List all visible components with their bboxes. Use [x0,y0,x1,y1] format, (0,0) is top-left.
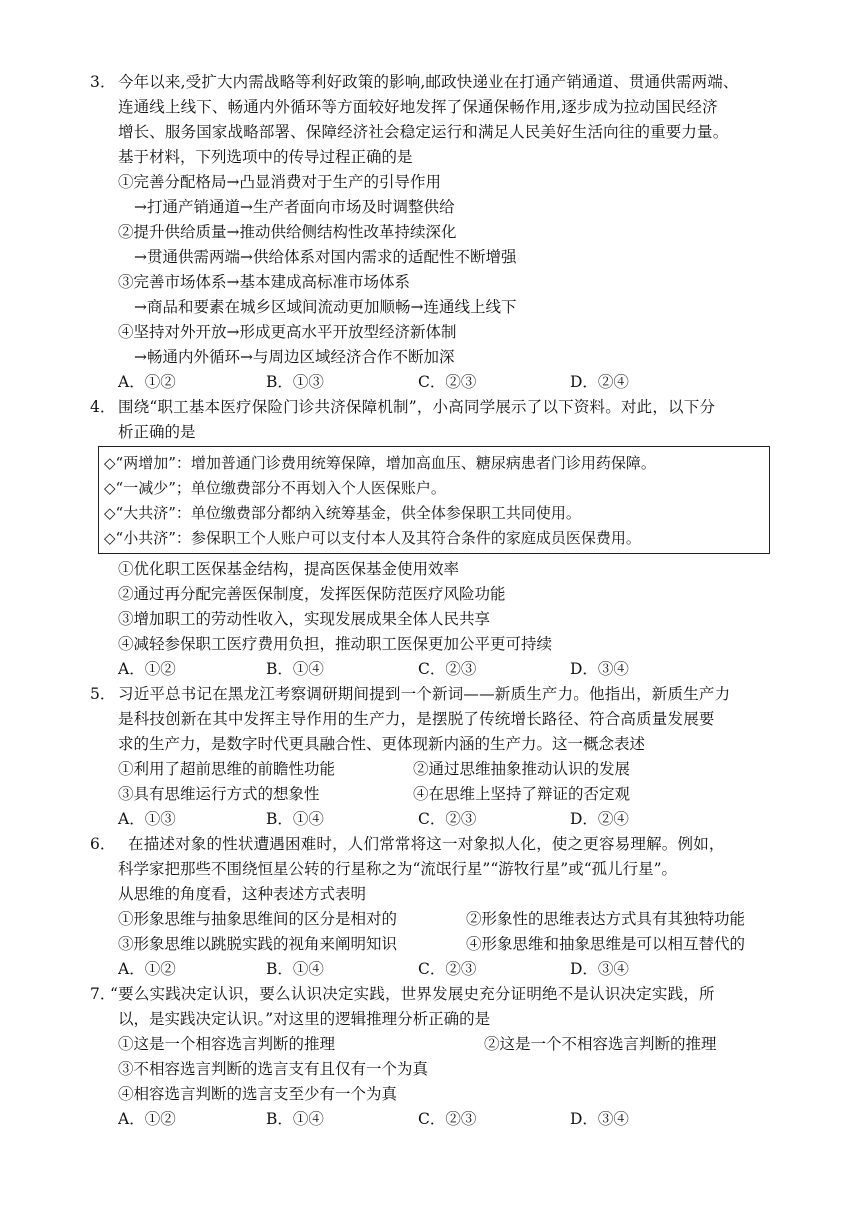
q5-item: ③具有思维运行方式的想象性 [118,785,320,803]
q3-stem-line: 连通线上线下、畅通内外循环等方面较好地发挥了保通保畅作用,逐步成为拉动国民经济 [118,98,718,116]
q7-option-b: B．①④ [266,1110,324,1128]
q4-box-line: ◇“大共济”：单位缴费部分都纳入统筹基金，供全体参保职工共同使用。 [104,504,581,522]
q6-option-c: C．②③ [418,960,477,978]
q4-option-b: B．①④ [266,660,324,678]
q4-item: ③增加职工的劳动性收入，实现发展成果全体人民共享 [118,610,491,628]
q3-item-cont: →打通产销通道→生产者面向市场及时调整供给 [134,198,455,216]
q3-option-c: C．②③ [418,373,477,391]
q6-option-b: B．①④ [266,960,324,978]
q7-option-c: C．②③ [418,1110,477,1128]
q5-item: ②通过思维抽象推动认识的发展 [413,760,631,778]
q7-item: ①这是一个相容选言判断的推理 [118,1035,336,1053]
q4-item: ④减轻参保职工医疗费用负担，推动职工医保更加公平更可持续 [118,635,553,653]
q5-option-a: A．①③ [118,810,176,828]
q7-option-a: A．①② [118,1110,176,1128]
q6-stem-line: 科学家把那些不围绕恒星公转的行星称之为“流氓行星”“游牧行星”或“孤儿行星”。 [118,860,678,878]
q7-item: ③不相容选言判断的选言支有且仅有一个为真 [118,1060,429,1078]
q6-stem-line: 在描述对象的性状遭遇困难时，人们常常将这一对象拟人化，使之更容易理解。例如， [128,835,725,853]
q3-item-cont: →商品和要素在城乡区域间流动更加顺畅→连通线上线下 [134,298,517,316]
q7-option-d: D．③④ [570,1110,629,1128]
q7-number: 7． [90,985,116,1003]
q3-stem-line: 增长、服务国家战略部署、保障经济社会稳定运行和满足人民美好生活向往的重要力量。 [118,123,729,141]
q3-item-cont: →贯通供需两端→供给体系对国内需求的适配性不断增强 [134,248,517,266]
q5-stem-line: 是科技创新在其中发挥主导作用的生产力，是摆脱了传统增长路径、符合高质量发展要 [118,710,715,728]
q6-number: 6． [90,835,116,853]
q6-item: ①形象思维与抽象思维间的区分是相对的 [118,910,398,928]
q7-stem-line: 以，是实践决定认识。”对这里的逻辑推理分析正确的是 [118,1010,491,1028]
q3-stem-line: 基于材料，下列选项中的传导过程正确的是 [118,148,413,166]
q4-box-line: ◇“小共济”：参保职工个人账户可以支付本人及其符合条件的家庭成员医保费用。 [104,529,641,547]
q3-option-a: A．①② [118,373,176,391]
q6-item: ④形象思维和抽象思维是可以相互替代的 [466,935,746,953]
q4-stem-line: 析正确的是 [118,423,196,441]
q6-stem-line: 从思维的角度看，这种表述方式表明 [118,885,367,903]
q4-number: 4． [90,398,116,416]
q6-item: ③形象思维以跳脱实践的视角来阐明知识 [118,935,398,953]
q7-item: ④相容选言判断的选言支至少有一个为真 [118,1085,398,1103]
q3-item: ④坚持对外开放→形成更高水平开放型经济新体制 [118,323,457,341]
q5-option-c: C．②③ [418,810,477,828]
q5-number: 5． [90,685,116,703]
q5-option-b: B．①④ [266,810,324,828]
q4-box-line: ◇“一减少”；单位缴费部分不再划入个人医保账户。 [104,479,446,497]
q7-stem-line: “要么实践决定认识，要么认识决定实践，世界发展史充分证明绝不是认识决定实践，所 [110,985,715,1003]
q4-item: ②通过再分配完善医保制度，发挥医保防范医疗风险功能 [118,585,506,603]
q6-option-a: A．①② [118,960,176,978]
q3-option-b: B．①③ [266,373,324,391]
q5-option-d: D．②④ [570,810,629,828]
q4-item: ①优化职工医保基金结构，提高医保基金使用效率 [118,560,460,578]
q7-item: ②这是一个不相容选言判断的推理 [484,1035,717,1053]
q6-option-d: D．③④ [570,960,629,978]
q4-option-c: C．②③ [418,660,477,678]
q4-option-d: D．③④ [570,660,629,678]
q4-box-line: ◇“两增加”：增加普通门诊费用统筹保障，增加高血压、糖尿病患者门诊用药保障。 [104,454,656,472]
q4-option-a: A．①② [118,660,176,678]
q3-stem-line: 今年以来,受扩大内需战略等利好政策的影响,邮政快递业在打通产销通道、贯通供需两端、 [118,73,739,91]
q3-option-d: D．②④ [570,373,629,391]
q3-item-cont: →畅通内外循环→与周边区域经济合作不断加深 [134,348,455,366]
q5-item: ④在思维上坚持了辩证的否定观 [413,785,631,803]
q6-item: ②形象性的思维表达方式具有其独特功能 [466,910,746,928]
q3-item: ②提升供给质量→推动供给侧结构性改革持续深化 [118,223,457,241]
q3-item: ①完善分配格局→凸显消费对于生产的引导作用 [118,173,441,191]
q5-stem-line: 习近平总书记在黑龙江考察调研期间提到一个新词——新质生产力。他指出，新质生产力 [118,685,731,703]
q5-item: ①利用了超前思维的前瞻性功能 [118,760,336,778]
q3-item: ③完善市场体系→基本建成高标准市场体系 [118,273,410,291]
q4-stem-line: 围绕“职工基本医疗保险门诊共济保障机制”，小高同学展示了以下资料。对此，以下分 [118,398,716,416]
q5-stem-line: 求的生产力，是数字时代更具融合性、更体现新内涵的生产力。这一概念表述 [118,735,646,753]
q3-number: 3． [90,73,116,91]
